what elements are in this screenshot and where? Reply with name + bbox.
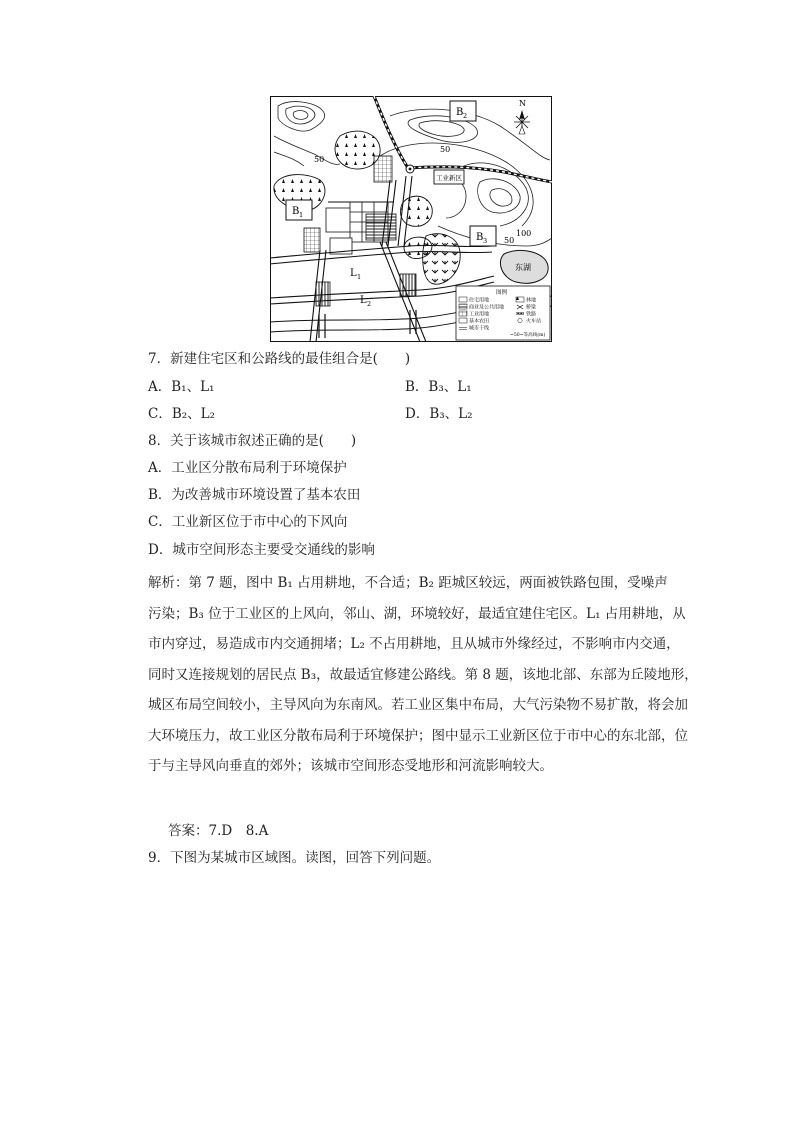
- svg-text:B: B: [456, 107, 464, 118]
- q7-option-d: D．B₃、L₂: [405, 406, 473, 422]
- svg-text:N: N: [519, 99, 526, 108]
- analysis-line: 解析：第 7 题，图中 B₁ 占用耕地，不合适；B₂ 距城区较远，两面被铁路包围，受噪声: [148, 575, 668, 591]
- analysis-line: 于与主导风向垂直的郊外；该城市空间形态受地形和河流影响较大。: [148, 758, 553, 774]
- svg-text:住宅用地: 住宅用地: [469, 297, 490, 304]
- city-map-figure: [270, 96, 552, 342]
- label-l2-sub: 2: [367, 300, 372, 308]
- contour-label: 50: [504, 236, 515, 245]
- svg-text:~50~等高线(m): ~50~等高线(m): [510, 333, 546, 338]
- q7-stem: 7．新建住宅区和公路线的最佳组合是( ): [148, 351, 411, 367]
- svg-text:东湖: 东湖: [515, 263, 531, 272]
- contour-label: 50: [440, 145, 451, 154]
- analysis-line: 同时又连接规划的居民点 B₃，故最适宜修建公路线。第 8 题，该地北部、东部为丘陵地形，: [148, 666, 698, 683]
- svg-text:商业及公共用地: 商业及公共用地: [469, 304, 505, 311]
- svg-text:铁路: 铁路: [526, 311, 537, 318]
- label-industrial-new-zone: [434, 170, 464, 184]
- svg-text:城市干线: 城市干线: [469, 325, 490, 332]
- svg-text:工业用地: 工业用地: [469, 311, 490, 318]
- label-l1: L: [350, 268, 357, 279]
- label-l2: L: [360, 295, 367, 306]
- label-b1: [286, 200, 312, 220]
- svg-text:林地: 林地: [526, 297, 537, 304]
- label-l1-sub: 1: [357, 273, 362, 281]
- q8-option-c: C．工业新区位于市中心的下风向: [148, 514, 348, 530]
- svg-text:B: B: [476, 232, 484, 243]
- analysis-paragraph: [148, 568, 698, 782]
- map-legend: [456, 286, 550, 340]
- analysis-line: 污染；B₃ 位于工业区的上风向，邻山、湖，环境较好，最适宜建住宅区。L₁ 占用耕地，从: [148, 605, 686, 622]
- svg-text:基本农田: 基本农田: [469, 318, 490, 325]
- label-b2: [450, 101, 476, 121]
- q7-option-c: C．B₂、L₂: [148, 406, 216, 422]
- label-b3: [470, 226, 496, 246]
- q8-stem: 8．关于该城市叙述正确的是( ): [148, 433, 357, 449]
- analysis-line: 城区布局空间较小，主导风向为东南风。若工业区集中布局，大气污染物不易扩散，将会加: [148, 697, 688, 713]
- legend-title: 图例: [496, 290, 508, 296]
- q8-option-b: B．为改善城市环境设置了基本农田: [148, 487, 361, 503]
- svg-text:工业新区: 工业新区: [436, 174, 462, 182]
- analysis-line: 市内穿过，易造成市内交通拥堵；L₂ 不占用耕地，且从城市外缘经过，不影响市内交通，: [148, 636, 680, 652]
- svg-text:3: 3: [483, 237, 488, 245]
- q8-option-d: D．城市空间形态主要受交通线的影响: [148, 542, 375, 558]
- svg-text:火车站: 火车站: [526, 318, 542, 325]
- east-lake: [500, 250, 548, 283]
- svg-text:B: B: [292, 206, 300, 217]
- q8-option-a: A．工业区分散布局利于环境保护: [148, 460, 347, 476]
- q7-option-b: B．B₃、L₁: [405, 379, 472, 395]
- contour-label: 100: [516, 229, 532, 238]
- svg-text:桥梁: 桥梁: [526, 304, 537, 311]
- contour-label: 50: [314, 155, 325, 164]
- answer-line: 答案：7.D 8.A: [168, 823, 269, 839]
- q7-option-a: A．B₁、L₁: [148, 379, 215, 395]
- svg-text:1: 1: [299, 211, 304, 219]
- svg-text:2: 2: [463, 112, 468, 120]
- q9-stem: 9．下图为某城市区域图。读图，回答下列问题。: [148, 850, 441, 866]
- analysis-line: 大环境压力，故工业区分散布局利于环境保护；图中显示工业新区位于市中心的东北部，位: [148, 727, 688, 744]
